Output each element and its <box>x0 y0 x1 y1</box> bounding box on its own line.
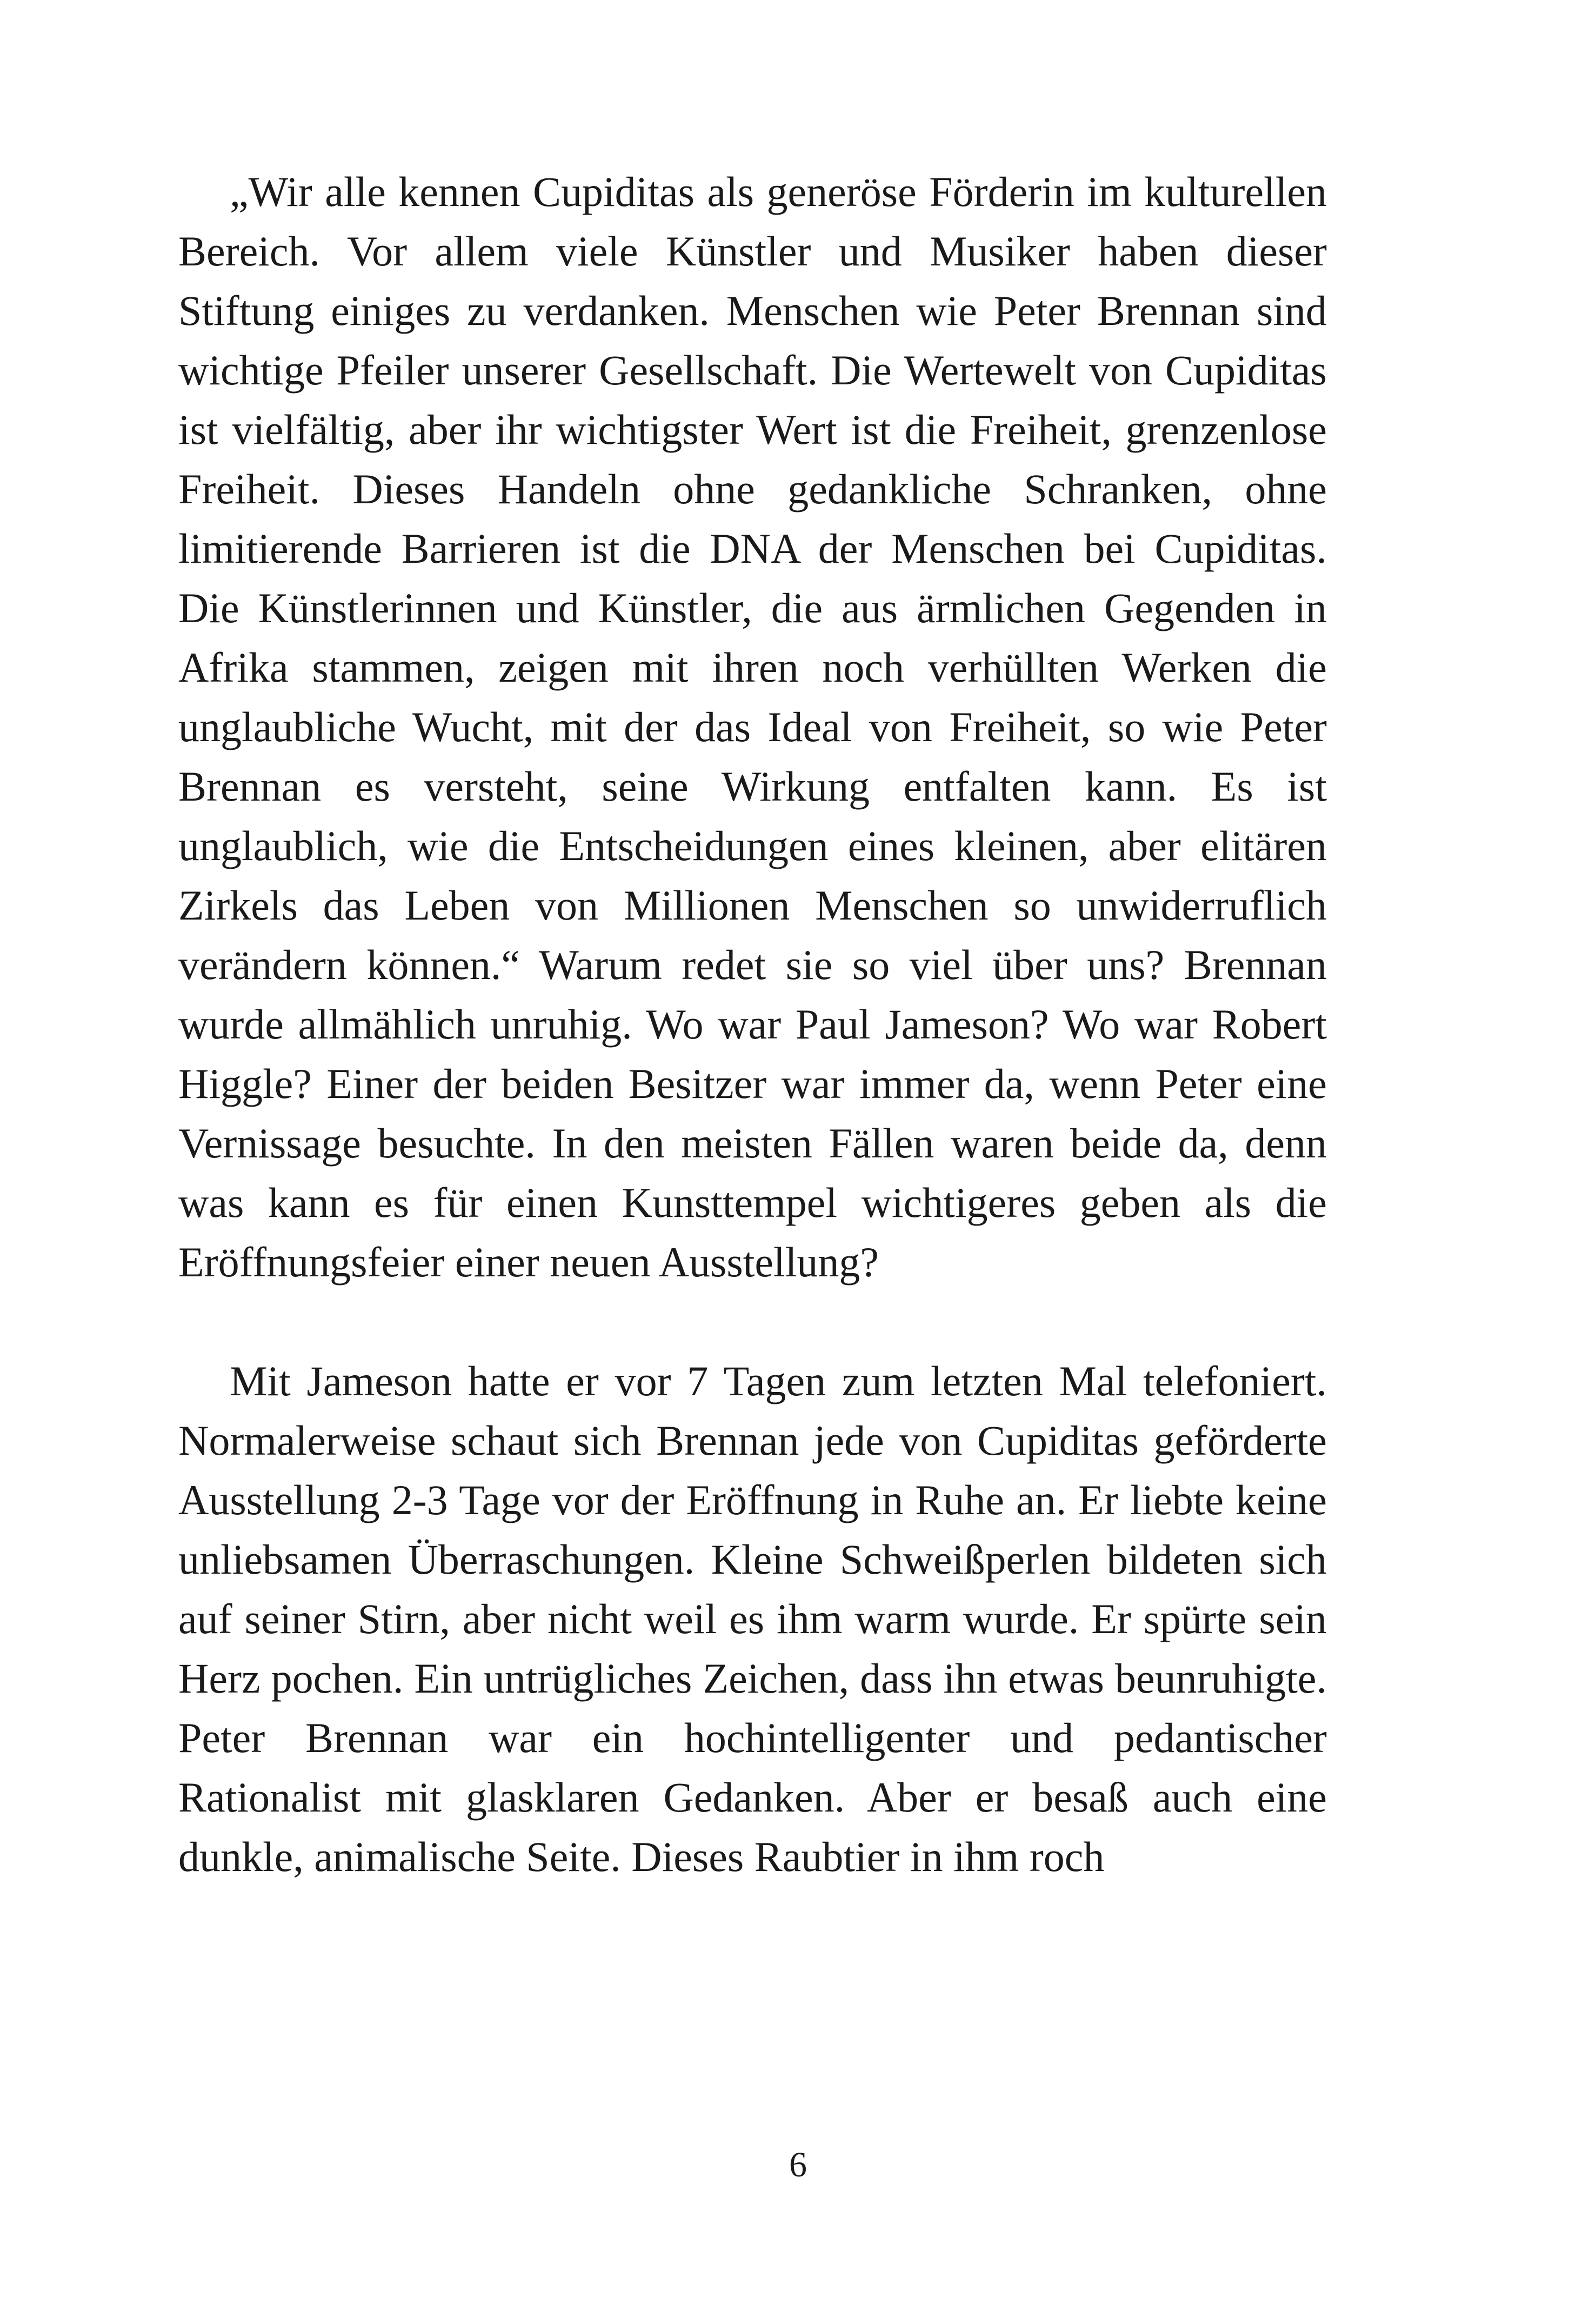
page-body <box>178 162 1327 1887</box>
paragraph-1: „Wir alle kennen Cupiditas als generöse Förderin im kulturellen Bereich. Vor allem viele Künstler und Musiker haben dieser Stiftung einiges zu verdanken. Menschen wie Peter Brennan sind wichtige Pfeiler unserer Gesellschaft. Die Wertewelt von Cupiditas ist vielfältig, aber ihr wichtigster Wert ist die Freiheit, grenzenlose Freiheit. Dieses Handeln ohne gedankliche Schranken, ohne limitierende Barrieren ist die DNA der Menschen bei Cupiditas. Die Künstlerinnen und Künstler, die aus ärmlichen Gegenden in Afrika stammen, zeigen mit ihren noch verhüllten Werken die unglaubliche Wucht, mit der das Ideal von Freiheit, so wie Peter Brennan es versteht, seine Wirkung entfalten kann. Es ist unglaublich, wie die Entscheidungen eines kleinen, aber elitären Zirkels das Leben von Millionen Menschen so unwiderruflich verändern können.“ Warum redet sie so viel über uns? Brennan wurde allmählich unruhig. Wo war Paul Jameson? Wo war Robert Higgle? Einer der beiden Besitzer war immer da, wenn Peter eine Vernissage besuchte. In den meisten Fällen waren beide da, denn was kann es für einen Kunsttempel wichtigeres geben als die Eröffnungsfeier einer neuen Ausstellung? <box>178 168 1327 1286</box>
paragraph-2: Mit Jameson hatte er vor 7 Tagen zum letzten Mal telefoniert. Normalerweise schaut sich Brennan jede von Cupiditas geförderte Ausstellung 2-3 Tage vor der Eröffnung in Ruhe an. Er liebte keine unliebsamen Überraschungen. Kleine Schweißperlen bildeten sich auf seiner Stirn, aber nicht weil es ihm warm wurde. Er spürte sein Herz pochen. Ein untrügliches Zeichen, dass ihn etwas beunruhigte. Peter Brennan war ein hochintelligenter und pedantischer Rationalist mit glasklaren Gedanken. Aber er besaß auch eine dunkle, animalische Seite. Dieses Raubtier in ihm roch <box>178 1357 1327 1880</box>
page-number: 6 <box>789 2145 807 2185</box>
